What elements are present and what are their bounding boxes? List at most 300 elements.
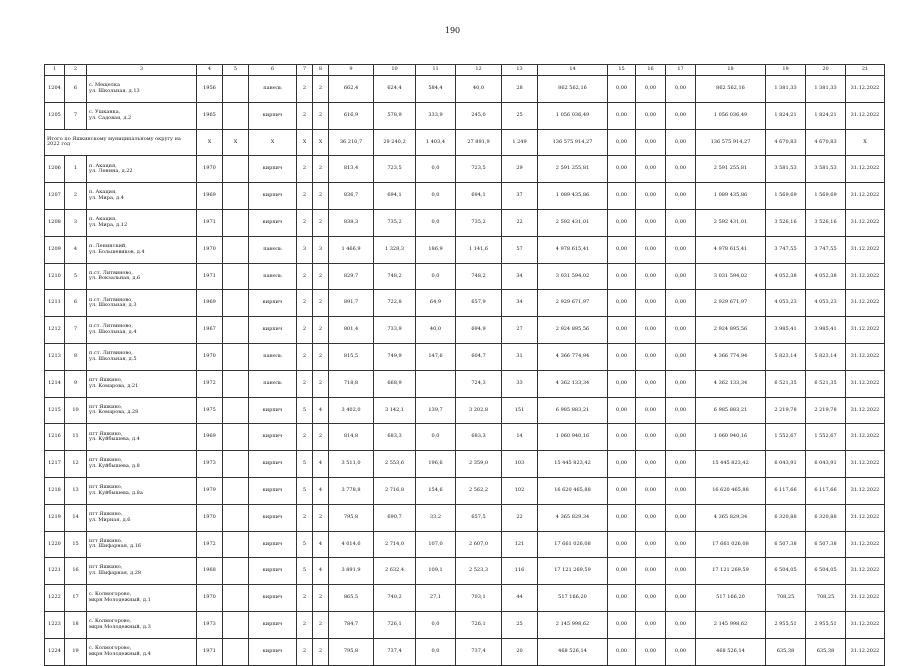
table-row [45, 156, 885, 183]
table-cell: 4 053,23 [806, 290, 846, 317]
table-cell: 0,00 [636, 424, 666, 451]
table-cell: 3 526,16 [766, 209, 806, 236]
column-number-cell: 10 [374, 65, 416, 76]
table-cell: 102 [502, 477, 538, 504]
table-cell: 724,3 [456, 370, 502, 397]
table-cell: 6 985 883,21 [538, 397, 608, 424]
table-cell: 1224 [45, 638, 65, 665]
table-cell: 31.12.2022 [846, 263, 885, 290]
table-cell: кирпич [249, 290, 297, 317]
table-cell: X [197, 129, 223, 156]
table-cell: панель [249, 76, 297, 103]
table-cell: 2 [297, 290, 313, 317]
table-cell: панель [249, 263, 297, 290]
table-row [45, 585, 885, 612]
table-cell: 1205 [45, 102, 65, 129]
table-row [45, 370, 885, 397]
table-cell: 0,00 [666, 209, 696, 236]
table-cell: 0,00 [636, 585, 666, 612]
table-cell: 1223 [45, 611, 65, 638]
table-cell: 1210 [45, 263, 65, 290]
table-cell: 1969 [197, 290, 223, 317]
table-cell: 0,00 [636, 477, 666, 504]
table-cell: 34 [502, 263, 538, 290]
housing-register-table [44, 64, 885, 666]
table-cell: 1967 [197, 317, 223, 344]
table-cell: 737,4 [374, 638, 416, 665]
table-cell: 17 121 269,59 [538, 558, 608, 585]
table-cell: 1965 [197, 102, 223, 129]
table-cell: 708,25 [766, 585, 806, 612]
table-cell: кирпич [249, 504, 297, 531]
table-cell: 0,00 [666, 183, 696, 210]
table-cell: 31.12.2022 [846, 558, 885, 585]
table-cell: 838,3 [329, 209, 374, 236]
table-cell: 1969 [197, 424, 223, 451]
table-cell: 6 521,35 [806, 370, 846, 397]
table-cell: 4 052,38 [806, 263, 846, 290]
table-cell: 1 060 940,16 [538, 424, 608, 451]
table-cell: 4 362 133,34 [696, 370, 766, 397]
table-row [45, 397, 885, 424]
table-cell: 15 445 823,42 [538, 451, 608, 478]
table-cell: 245,0 [456, 102, 502, 129]
table-cell: кирпич [249, 156, 297, 183]
table-cell: кирпич [249, 558, 297, 585]
table-cell: 1214 [45, 370, 65, 397]
table-cell: 0,00 [608, 102, 636, 129]
table-cell: 0,00 [608, 397, 636, 424]
table-cell: панель [249, 370, 297, 397]
table-cell: 2 607,0 [456, 531, 502, 558]
table-cell: 2 [65, 183, 87, 210]
table-cell [223, 76, 249, 103]
table-cell: 1215 [45, 397, 65, 424]
table-cell: 1 056 036,49 [538, 102, 608, 129]
table-cell: 2 955,51 [766, 611, 806, 638]
table-cell: 0,00 [666, 156, 696, 183]
table-cell: панель [249, 236, 297, 263]
table-cell [223, 585, 249, 612]
table-cell: 3 402,0 [329, 397, 374, 424]
table-cell: 2 [297, 343, 313, 370]
table-cell [223, 611, 249, 638]
table-cell: 2 [313, 290, 329, 317]
table-cell: 2 924 895,56 [696, 317, 766, 344]
address-cell: пгт Яшкино, ул. Куйбышева, д.8а [87, 477, 197, 504]
table-row [45, 183, 885, 210]
table-cell: 33 [502, 370, 538, 397]
table-cell: 4 014,6 [329, 531, 374, 558]
table-cell [223, 531, 249, 558]
table-cell: 1216 [45, 424, 65, 451]
table-cell: 2 359,0 [456, 451, 502, 478]
table-cell: 726,1 [374, 611, 416, 638]
column-number-cell: 5 [223, 65, 249, 76]
table-cell: 16 620 465,88 [696, 477, 766, 504]
table-cell: 723,5 [456, 156, 502, 183]
table-cell: 33,2 [416, 504, 456, 531]
table-cell: 1972 [197, 370, 223, 397]
table-cell: 15 [65, 531, 87, 558]
table-cell: 17 [65, 585, 87, 612]
table-cell: 1 381,33 [766, 76, 806, 103]
table-cell: 468 526,14 [696, 638, 766, 665]
table-cell: 0,00 [666, 477, 696, 504]
table-cell: 6 [65, 290, 87, 317]
table-cell: 19 [65, 638, 87, 665]
table-cell: 31.12.2022 [846, 611, 885, 638]
table-cell: 0,00 [636, 76, 666, 103]
table-cell: 0,00 [636, 504, 666, 531]
table-cell: 5 [297, 451, 313, 478]
table-cell: 1971 [197, 209, 223, 236]
table-cell: 814,8 [329, 424, 374, 451]
table-cell: 4 365 829,34 [538, 504, 608, 531]
table-cell: 635,38 [766, 638, 806, 665]
table-cell: 2 [313, 76, 329, 103]
page-number: 190 [444, 26, 461, 35]
table-cell: 1217 [45, 451, 65, 478]
address-cell: п.ст. Литвиново, ул. Школьная, д.3 [87, 290, 197, 317]
column-number-cell: 18 [696, 65, 766, 76]
table-cell: 694,9 [456, 317, 502, 344]
table-cell: 0,00 [608, 317, 636, 344]
table-cell: 31.12.2022 [846, 236, 885, 263]
table-cell: 4 [65, 236, 87, 263]
table-cell: 6 507,38 [766, 531, 806, 558]
table-cell: 1 824,21 [806, 102, 846, 129]
table-cell: 0,00 [608, 290, 636, 317]
table-cell: X [846, 129, 885, 156]
table-cell: 31.12.2022 [846, 477, 885, 504]
table-cell: 12 [65, 451, 87, 478]
table-cell: 0,00 [666, 531, 696, 558]
table-cell [223, 236, 249, 263]
table-cell: 4 366 774,94 [538, 343, 608, 370]
table-cell: 31.12.2022 [846, 531, 885, 558]
column-number-cell: 19 [766, 65, 806, 76]
column-number-cell: 16 [636, 65, 666, 76]
table-row [45, 451, 885, 478]
table-cell: 0,00 [636, 370, 666, 397]
table-cell: 2 [313, 370, 329, 397]
table-cell: 2 145 998,62 [538, 611, 608, 638]
table-cell: 517 166,20 [538, 585, 608, 612]
table-cell: 2 [297, 76, 313, 103]
table-cell: 0,00 [666, 76, 696, 103]
table-row [45, 290, 885, 317]
column-number-cell: 2 [65, 65, 87, 76]
table-cell: 733,9 [374, 317, 416, 344]
table-cell: 2 924 895,56 [538, 317, 608, 344]
table-cell: 0,00 [608, 451, 636, 478]
table-cell: 3 747,55 [766, 236, 806, 263]
table-cell: 4 978 615,41 [696, 236, 766, 263]
table-cell: 0,00 [608, 129, 636, 156]
subtotal-label-cell: Итого по Яшкинскому муниципальному округу на 2022 год [45, 129, 197, 156]
table-cell: 6 985 883,21 [696, 397, 766, 424]
table-cell: кирпич [249, 317, 297, 344]
table-cell: 584,4 [416, 76, 456, 103]
table-cell: 862 562,16 [696, 76, 766, 103]
address-cell: п.ст. Литвиново, ул. Школьная, д.5 [87, 343, 197, 370]
table-cell: 0,00 [608, 236, 636, 263]
table-cell: 0,00 [666, 129, 696, 156]
table-cell: 0,0 [416, 424, 456, 451]
address-cell: п. Акация, ул. Мира, д.4 [87, 183, 197, 210]
table-cell: 17 661 026,08 [538, 531, 608, 558]
table-cell: 31 [502, 343, 538, 370]
table-cell: 3 202,8 [456, 397, 502, 424]
table-row [45, 236, 885, 263]
table-cell: 4 670,83 [766, 129, 806, 156]
table-cell [223, 290, 249, 317]
table-cell: 0,00 [608, 156, 636, 183]
table-cell: 1970 [197, 236, 223, 263]
table-row [45, 477, 885, 504]
table-cell: 1211 [45, 290, 65, 317]
table-cell: 1973 [197, 451, 223, 478]
address-cell: с. Колмогорово, мкрн Молодежный, д.4 [87, 638, 197, 665]
table-cell: панель [249, 343, 297, 370]
table-cell: кирпич [249, 209, 297, 236]
table-cell: 694,1 [456, 183, 502, 210]
table-cell: 1 089 435,86 [538, 183, 608, 210]
table-cell: 57 [502, 236, 538, 263]
table-cell: 14 [502, 424, 538, 451]
table-cell: 2 716,8 [374, 477, 416, 504]
table-cell: 0,00 [666, 102, 696, 129]
table-cell: 2 [313, 102, 329, 129]
table-cell: 3 031 594,02 [696, 263, 766, 290]
table-cell: 0,00 [636, 397, 666, 424]
table-cell: 2 [313, 183, 329, 210]
table-cell: 0,0 [416, 209, 456, 236]
column-number-cell: 8 [313, 65, 329, 76]
table-cell: кирпич [249, 451, 297, 478]
table-cell: 1 552,67 [806, 424, 846, 451]
table-cell: 0,00 [666, 638, 696, 665]
column-number-cell: 15 [608, 65, 636, 76]
table-cell [223, 156, 249, 183]
table-cell: 3 985,41 [766, 317, 806, 344]
table-cell: 3 985,41 [806, 317, 846, 344]
table-cell: 109,1 [416, 558, 456, 585]
table-cell: 11 [65, 424, 87, 451]
table-cell: X [313, 129, 329, 156]
column-number-cell: 20 [806, 65, 846, 76]
table-cell: 635,38 [806, 638, 846, 665]
table-cell: 0,0 [416, 638, 456, 665]
table-cell: 3 142,1 [374, 397, 416, 424]
table-cell: 31.12.2022 [846, 504, 885, 531]
table-cell: 662,4 [329, 76, 374, 103]
table-cell: 683,3 [374, 424, 416, 451]
table-cell: 0,00 [636, 183, 666, 210]
table-cell: 4 [313, 558, 329, 585]
table-cell: X [223, 129, 249, 156]
table-cell: 34 [502, 290, 538, 317]
address-cell: с. Колмогорово, мкрн Молодежный, д.3 [87, 611, 197, 638]
table-cell: 1207 [45, 183, 65, 210]
table-cell: 22 [502, 504, 538, 531]
table-cell: 468 526,14 [538, 638, 608, 665]
table-cell: 1970 [197, 156, 223, 183]
table-cell: 1 381,33 [806, 76, 846, 103]
table-cell: 31.12.2022 [846, 76, 885, 103]
table-cell: 1973 [197, 611, 223, 638]
table-cell: 0,00 [636, 531, 666, 558]
table-cell: 0,00 [666, 585, 696, 612]
column-number-cell: 3 [87, 65, 197, 76]
table-cell: 0,0 [416, 183, 456, 210]
table-row [45, 209, 885, 236]
table-cell: 865,5 [329, 585, 374, 612]
table-cell: 735,2 [374, 209, 416, 236]
table-cell: 836,7 [329, 183, 374, 210]
address-cell: п. Акация, ул. Мира, д.12 [87, 209, 197, 236]
table-cell: 154,6 [416, 477, 456, 504]
table-cell: 103 [502, 451, 538, 478]
table-cell: 723,5 [374, 156, 416, 183]
table-cell: 1956 [197, 76, 223, 103]
table-cell: 2 [297, 504, 313, 531]
table-cell: 749,9 [374, 343, 416, 370]
table-cell: 4 978 615,41 [538, 236, 608, 263]
column-number-cell: 12 [456, 65, 502, 76]
table-cell: 3 581,53 [766, 156, 806, 183]
table-cell: 0,00 [666, 290, 696, 317]
table-row [45, 638, 885, 665]
table-cell: 1 089 435,86 [696, 183, 766, 210]
subtotal-row [45, 129, 885, 156]
table-cell: 151 [502, 397, 538, 424]
table-cell: 10 [65, 397, 87, 424]
table-cell: 2 [297, 611, 313, 638]
table-cell: 15 445 823,42 [696, 451, 766, 478]
table-cell: 0,00 [666, 343, 696, 370]
table-row [45, 558, 885, 585]
table-cell: 116 [502, 558, 538, 585]
table-cell: 0,00 [608, 183, 636, 210]
table-cell: 2 219,78 [806, 397, 846, 424]
table-cell: 708,25 [806, 585, 846, 612]
column-number-cell: 4 [197, 65, 223, 76]
table-cell: 604,7 [456, 343, 502, 370]
table-cell: 1979 [197, 477, 223, 504]
table-cell: 4 053,23 [766, 290, 806, 317]
table-cell: 703,1 [456, 585, 502, 612]
table-cell: 0,00 [666, 558, 696, 585]
table-cell: 6 521,35 [766, 370, 806, 397]
table-cell: 2 929 671,97 [696, 290, 766, 317]
table-cell: 624,4 [374, 76, 416, 103]
table-cell: 2 632,4 [374, 558, 416, 585]
table-cell: 801,4 [329, 317, 374, 344]
table-cell: 2 [313, 504, 329, 531]
table-cell: 6 117,66 [806, 477, 846, 504]
table-cell: 0,00 [636, 451, 666, 478]
table-cell: 16 [65, 558, 87, 585]
table-cell [223, 317, 249, 344]
table-cell: 6 [65, 76, 87, 103]
table-cell: 121 [502, 531, 538, 558]
table-cell: 891,7 [329, 290, 374, 317]
table-cell: 694,1 [374, 183, 416, 210]
table-cell: 16 620 465,88 [538, 477, 608, 504]
table-cell: кирпич [249, 183, 297, 210]
table-cell: 2 [313, 585, 329, 612]
table-cell: 2 [313, 156, 329, 183]
table-cell: 0,00 [666, 611, 696, 638]
table-cell: 4 [313, 397, 329, 424]
table-cell: 1218 [45, 477, 65, 504]
column-number-cell: 14 [538, 65, 608, 76]
table-cell: 27 [502, 317, 538, 344]
table-cell: 1204 [45, 76, 65, 103]
table-cell: 7 [65, 102, 87, 129]
table-row [45, 76, 885, 103]
table-cell: 1 466,9 [329, 236, 374, 263]
table-cell: кирпич [249, 477, 297, 504]
table-cell: 726,1 [456, 611, 502, 638]
column-number-cell: 7 [297, 65, 313, 76]
table-cell: 5 823,14 [766, 343, 806, 370]
table-cell: 2 591 255,81 [538, 156, 608, 183]
table-cell: 0,00 [608, 638, 636, 665]
table-cell: 0,00 [666, 370, 696, 397]
address-cell: с. Мещелка ул. Школьная, д.13 [87, 76, 197, 103]
table-cell: 0,00 [666, 397, 696, 424]
table-cell: кирпич [249, 585, 297, 612]
table-row [45, 102, 885, 129]
table-cell: 36 210,7 [329, 129, 374, 156]
table-cell: 31.12.2022 [846, 183, 885, 210]
table-cell [223, 477, 249, 504]
table-cell: 1221 [45, 558, 65, 585]
table-cell: 0,00 [636, 129, 666, 156]
address-cell: пгт Яшкино, ул. Шифарная, д.16 [87, 531, 197, 558]
table-cell: 1222 [45, 585, 65, 612]
table-cell: 3 747,55 [806, 236, 846, 263]
table-cell: 1209 [45, 236, 65, 263]
table-cell: 2 714,0 [374, 531, 416, 558]
table-cell: 517 166,20 [696, 585, 766, 612]
table-cell: 1971 [197, 263, 223, 290]
table-cell: 2 219,78 [766, 397, 806, 424]
table-cell: 1970 [197, 504, 223, 531]
table-cell: 31.12.2022 [846, 317, 885, 344]
table-cell: кирпич [249, 611, 297, 638]
table-cell: 2 [297, 263, 313, 290]
table-cell: X [297, 129, 313, 156]
table-cell: 813,4 [329, 156, 374, 183]
table-cell: 0,00 [608, 370, 636, 397]
table-cell: 6 504,05 [766, 558, 806, 585]
table-cell: 2 [313, 263, 329, 290]
table-cell: 25 [502, 102, 538, 129]
column-number-cell: 9 [329, 65, 374, 76]
table-cell: 0,00 [608, 263, 636, 290]
table-cell: 815,5 [329, 343, 374, 370]
table-cell [416, 370, 456, 397]
table-cell: 3 511,0 [329, 451, 374, 478]
table-cell: 6 507,38 [806, 531, 846, 558]
table-cell [223, 424, 249, 451]
table-row [45, 317, 885, 344]
table-cell: 748,2 [456, 263, 502, 290]
